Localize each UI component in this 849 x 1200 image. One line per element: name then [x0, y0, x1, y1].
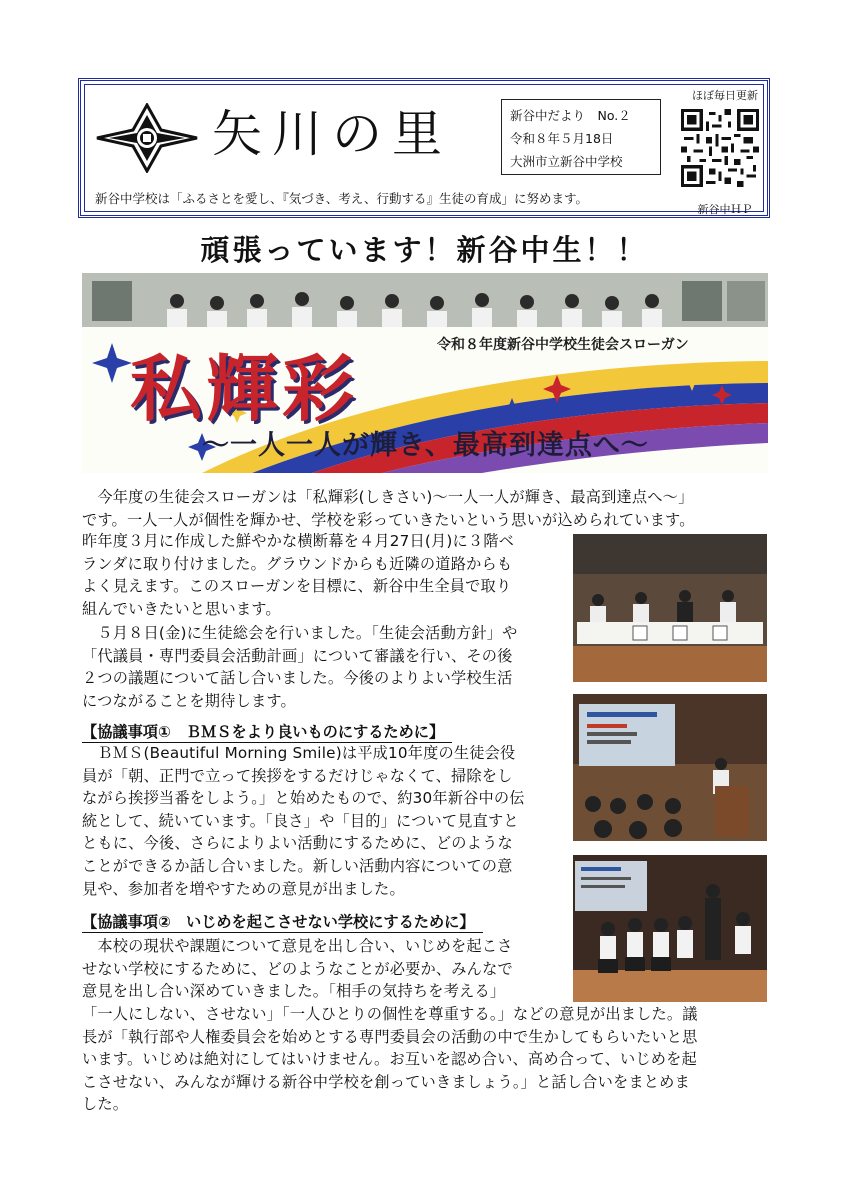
- text-line: 意見を出し合い深めていきました。「相手の気持ちを考える」: [82, 982, 506, 1001]
- text-line: ランダに取り付けました。グラウンドからも近隣の道路からも: [82, 554, 513, 573]
- intro-paragraph: [82, 486, 772, 531]
- text-line: こさせない、みんなが輝ける新谷中学校を創っていきましょう。」と話し合いをまとめま: [82, 1072, 690, 1091]
- students-discussion-photo: [573, 855, 767, 1002]
- banner-subtitle: 〜一人一人が輝き、最高到達点へ〜: [202, 430, 649, 461]
- text-line: ＢＭＳ(Beautiful Morning Smile)は平成10年度の生徒会役: [82, 744, 516, 762]
- text-line: せない学校にするために、どのようなことが必要か、みんなで: [82, 959, 513, 978]
- qr-code-icon[interactable]: [681, 109, 759, 187]
- homepage-qr-block[interactable]: [681, 87, 769, 217]
- text-line: 昨年度３月に作成した鮮やかな横断幕を４月27日(月)に３階ベ: [82, 532, 515, 550]
- text-line: よく見えます。このスローガンを目標に、新谷中生全員で取り: [82, 577, 512, 596]
- school-emblem-icon: [95, 103, 199, 173]
- masthead-frame: [78, 78, 770, 218]
- podium-speaker-illustration: [573, 694, 767, 841]
- text-line: した。: [82, 1095, 129, 1114]
- text-line: です。一人一人が個性を輝かせ、学校を彩っていきたいという思いが込められています。: [82, 510, 695, 529]
- school-motto: 新谷中学校は「ふるさとを愛し、『気づき、考え、行動する』生徒の育成」に努めます。: [95, 191, 589, 206]
- issue-date: 令和８年５月18日: [510, 131, 614, 146]
- text-line: ５月８日(金)に生徒総会を行いました。「生徒会活動方針」や: [82, 624, 518, 642]
- issue-info-box: [501, 99, 661, 175]
- newsletter-title: 矢川の里: [212, 105, 452, 163]
- text-line: 本校の現状や課題について意見を出し合い、いじめを起こさ: [82, 937, 513, 955]
- qr-caption-homepage: 新谷中ＨＰ: [697, 203, 753, 216]
- text-line: 長が「執行部や人権委員会を始めとする専門委員会の活動の中で生かしてもらいたいと思: [82, 1027, 698, 1046]
- slogan-banner-photo: [82, 273, 768, 473]
- qr-caption-update: ほぼ毎日更新: [692, 89, 758, 102]
- text-line: います。いじめは絶対にしてはいけません。お互いを認め合い、高め合って、いじめを起: [82, 1050, 697, 1069]
- assembly-paragraph: [82, 622, 566, 712]
- text-line: 見や、参加者を増やすための意見が出ました。: [82, 879, 405, 898]
- main-headline: 頑張っています！新谷中生！！: [200, 233, 649, 267]
- masthead-inner-frame: [84, 84, 764, 216]
- banner-paragraph: [82, 530, 566, 620]
- text-line: ともに、今後、さらによりよい活動にするために、どのような: [82, 834, 513, 853]
- agenda-2-heading: 【協議事項② いじめを起こさせない学校にするために】: [82, 912, 483, 933]
- text-line: 統として、続いています。「良さ」や「目的」について見直すと: [82, 811, 519, 830]
- executive-table-illustration: [573, 534, 767, 682]
- agenda-2-paragraph-narrow: [82, 935, 566, 1003]
- banner-slogan-label: 令和８年度新谷中学校生徒会スローガン: [437, 337, 689, 353]
- text-line: 員が「朝、正門で立って挨拶をするだけじゃなくて、掃除をし: [82, 766, 513, 785]
- executive-table-photo: [573, 534, 767, 682]
- text-line: 組んでいきたいと思います。: [82, 599, 281, 618]
- banner-title: 私輝彩: [130, 346, 359, 431]
- text-line: 「代議員・専門委員会活動計画」について審議を行い、その後: [82, 646, 513, 665]
- text-line: 今年度の生徒会スローガンは「私輝彩(しきさい)〜一人一人が輝き、最高到達点へ〜」: [82, 488, 694, 506]
- text-line: につながることを期待します。: [82, 691, 296, 710]
- issue-number: 新谷中だより No.２: [510, 108, 631, 123]
- students-discussion-illustration: [573, 855, 767, 1002]
- podium-speaker-photo: [573, 694, 767, 841]
- text-line: ながら挨拶当番をしよう。」と始めたもので、約30年新谷中の伝: [82, 789, 525, 808]
- agenda-2-paragraph-wide: [82, 1003, 772, 1116]
- agenda-1-paragraph: [82, 742, 566, 900]
- text-line: 「一人にしない、させない」「一人ひとりの個性を尊重する。」などの意見が出ました。議: [82, 1005, 698, 1023]
- publisher-name: 大洲市立新谷中学校: [510, 154, 623, 169]
- agenda-1-heading: 【協議事項① ＢＭＳをより良いものにするために】: [82, 722, 452, 743]
- text-line: ２つの議題について話し合いました。今後のよりよい学校生活: [82, 669, 513, 688]
- text-line: ことができるか話し合いました。新しい活動内容についての意: [82, 856, 513, 875]
